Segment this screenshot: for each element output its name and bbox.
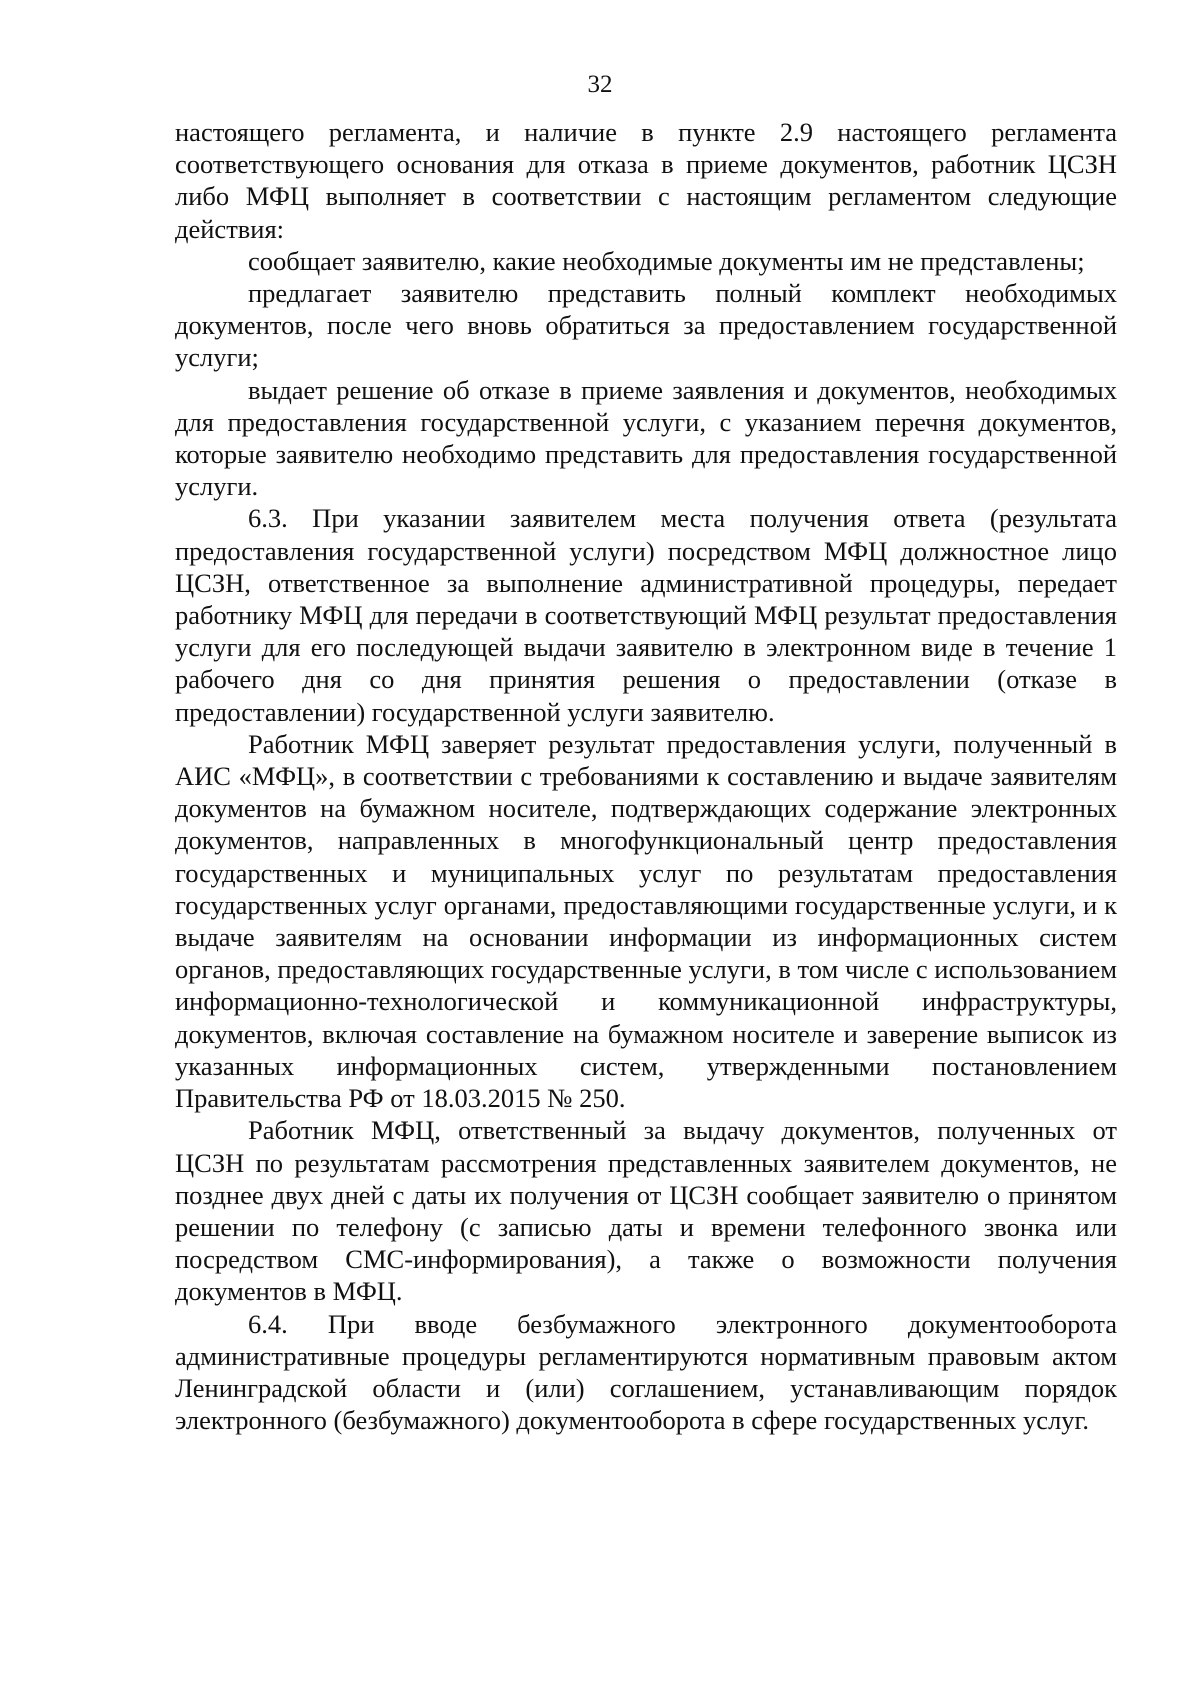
paragraph-action-inform: сообщает заявителю, какие необходимые документы им не представлены;	[248, 245, 1085, 276]
paragraph-continuation: настоящего регламента, и наличие в пункте 2.9 настоящего регламента соответствующего основания для отказа в приеме документов, работник ЦСЗН либо МФЦ выполняет в соответствии с настоящим регламентом следующие действия:	[175, 117, 1117, 244]
paragraph-section-6-3: 6.3. При указании заявителем места получения ответа (результата предоставления государственной услуги) посредством МФЦ должностное лицо ЦСЗН, ответственное за выполнение административной процедуры, передает работнику МФЦ для передачи в соответствующий МФЦ результат предоставления услуги для его последующей выдачи заявителю в электронном виде в течение 1 рабочего дня со дня принятия решения о предоставлении (отказе в предоставлении) государственной услуги заявителю.	[175, 503, 1117, 727]
paragraph-mfc-certifies: Работник МФЦ заверяет результат предоставления услуги, полученный в АИС «МФЦ», в соответствии с требованиями к составлению и выдаче заявителям документов на бумажном носителе, подтверждающих содержание электронных документов, направленных в многофункциональный центр предоставления государственных и муниципальных услуг по результатам предоставления государственных услуг органами, предоставляющими государственные услуги, и к выдаче заявителям на основании информации из информационных систем органов, предоставляющих государственные услуги, в том числе с использованием информационно-технологической и коммуникационной инфраструктуры, документов, включая составление на бумажном носителе и заверение выписок из указанных информационных систем, утвержденными постановлением Правительства РФ от 18.03.2015 № 250.	[175, 728, 1117, 1114]
paragraph-mfc-notifies: Работник МФЦ, ответственный за выдачу документов, полученных от ЦСЗН по результатам рассмотрения представленных заявителем документов, не позднее двух дней с даты их получения от ЦСЗН сообщает заявителю о принятом решении по телефону (с записью даты и времени телефонного звонка или посредством СМС-информирования), а также о возможности получения документов в МФЦ.	[175, 1115, 1117, 1307]
paragraph-section-6-4: 6.4. При вводе безбумажного электронного документооборота административные процедуры регламентируются нормативным правовым актом Ленинградской области и (или) соглашением, устанавливающим порядок электронного (безбумажного) документооборота в сфере государственных услуг.	[175, 1308, 1117, 1436]
paragraph-action-refusal: выдает решение об отказе в приеме заявления и документов, необходимых для предоставления государственной услуги, с указанием перечня документов, которые заявителю необходимо представить для предоставления государственной услуги.	[175, 374, 1117, 502]
paragraph-action-propose: предлагает заявителю представить полный комплект необходимых документов, после чего вновь обратиться за предоставлением государственной услуги;	[175, 278, 1117, 373]
page-number: 32	[587, 71, 613, 98]
document-body	[175, 116, 1117, 1436]
